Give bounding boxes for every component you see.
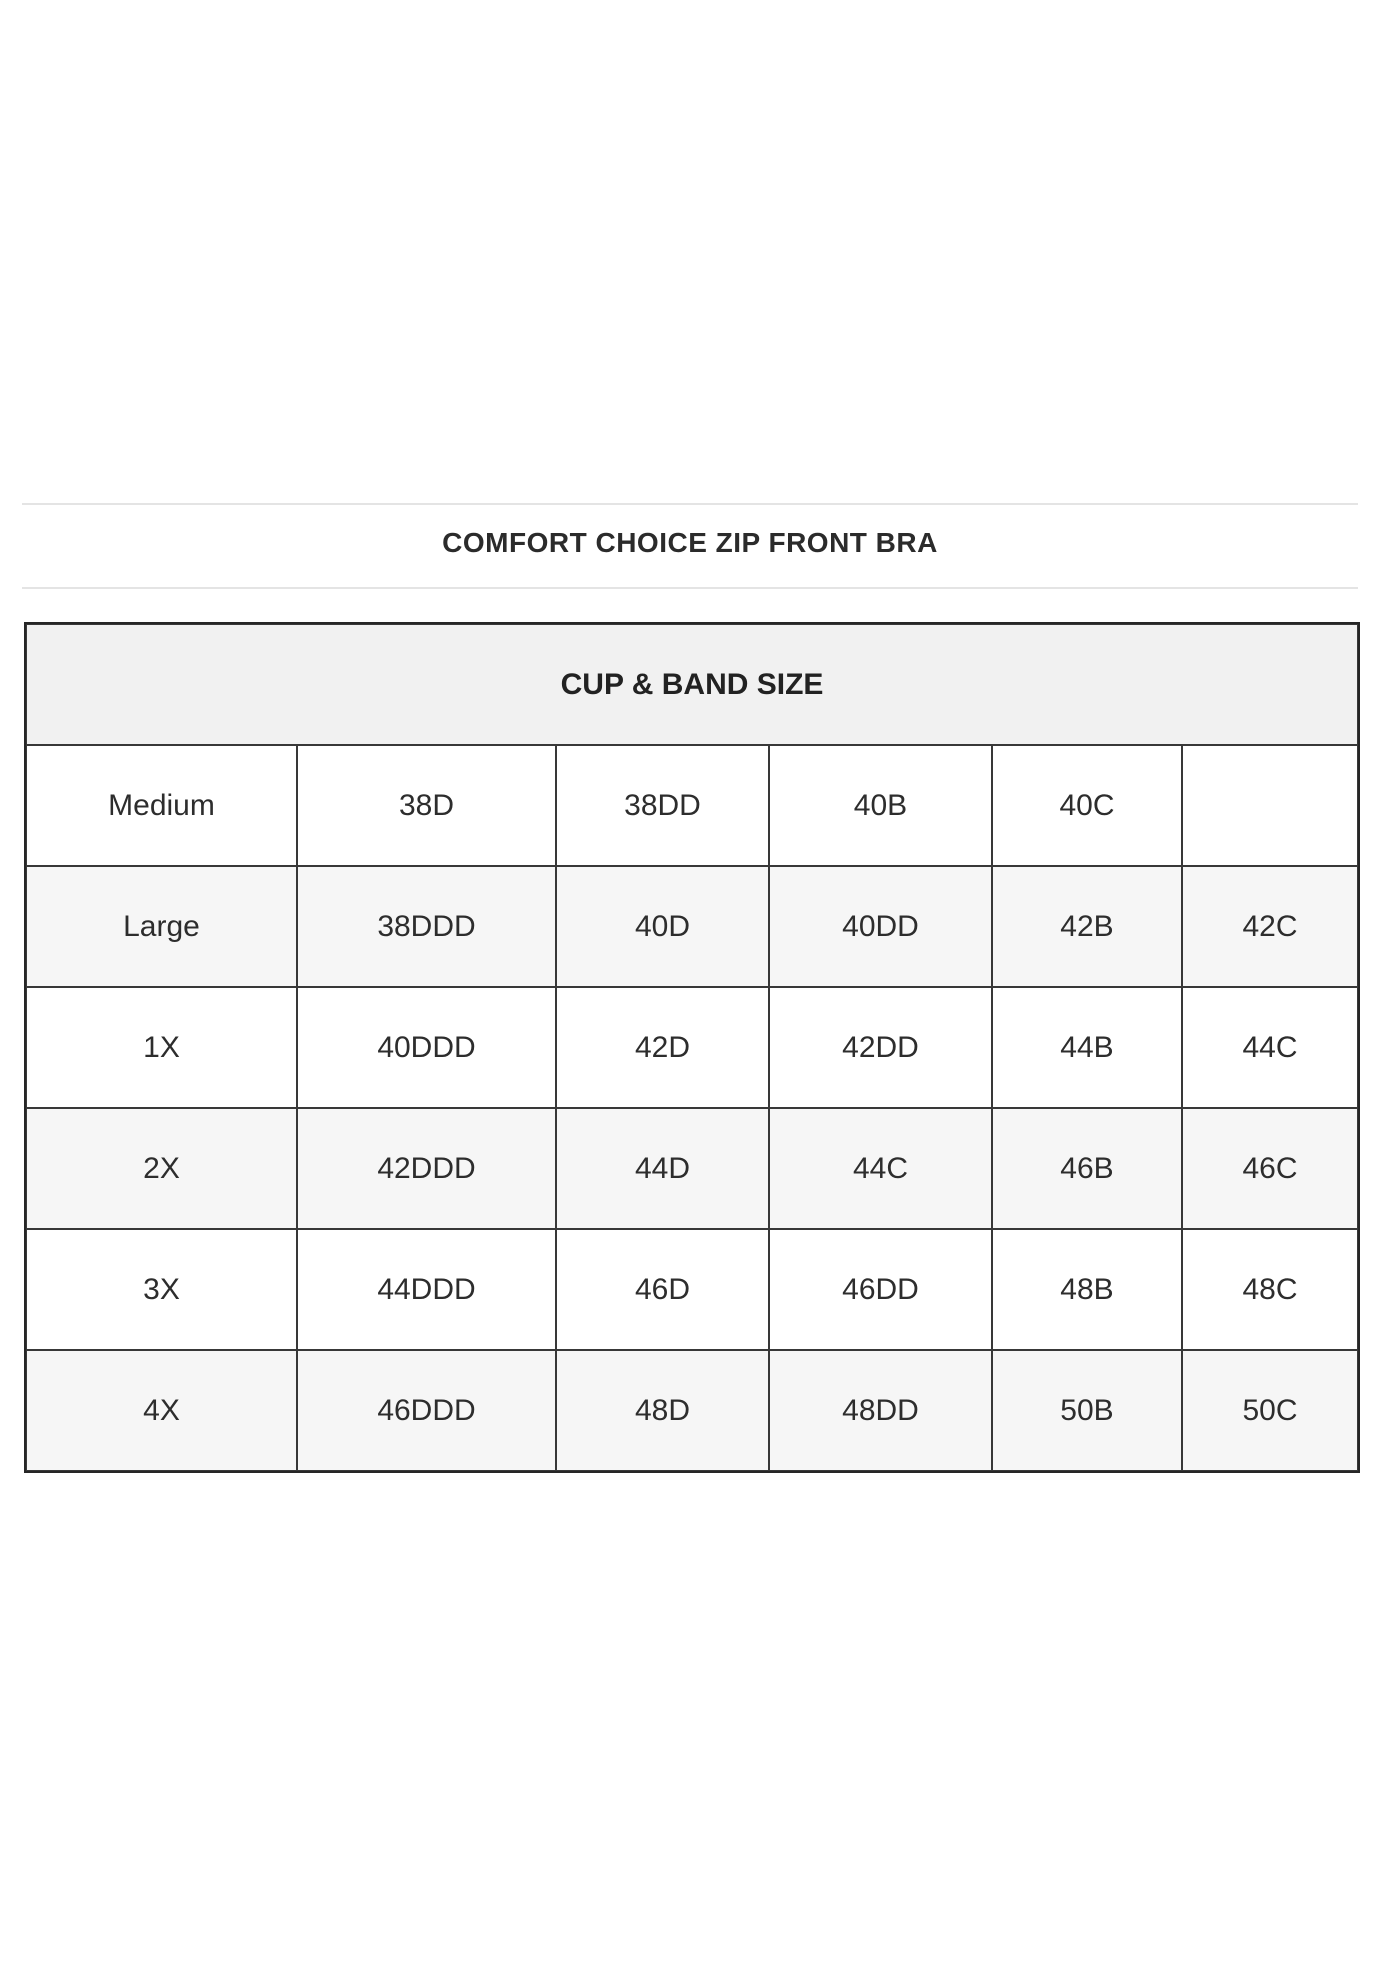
size-cell: 44B	[992, 987, 1182, 1108]
table-title: CUP & BAND SIZE	[26, 624, 1358, 745]
row-label-cell: Medium	[26, 745, 297, 866]
size-cell: 44C	[769, 1108, 992, 1229]
table-header-row	[26, 624, 1358, 745]
size-cell: 38D	[297, 745, 556, 866]
size-cell: 40DDD	[297, 987, 556, 1108]
size-chart-table	[24, 622, 1360, 1473]
size-cell: 46C	[1182, 1108, 1358, 1229]
size-cell: 38DD	[556, 745, 769, 866]
size-cell: 50C	[1182, 1350, 1358, 1471]
row-label-cell: 1X	[26, 987, 297, 1108]
size-cell: 40D	[556, 866, 769, 987]
size-cell: 46DDD	[297, 1350, 556, 1471]
size-cell: 46B	[992, 1108, 1182, 1229]
divider-top	[22, 503, 1358, 505]
table-row	[26, 987, 1358, 1108]
size-cell: 44DDD	[297, 1229, 556, 1350]
size-cell: 40C	[992, 745, 1182, 866]
size-cell: 48C	[1182, 1229, 1358, 1350]
size-cell: 48B	[992, 1229, 1182, 1350]
row-label-cell: 4X	[26, 1350, 297, 1471]
size-cell: 38DDD	[297, 866, 556, 987]
size-cell: 42B	[992, 866, 1182, 987]
table-row	[26, 745, 1358, 866]
size-cell: 42DDD	[297, 1108, 556, 1229]
size-cell	[1182, 745, 1358, 866]
table-row	[26, 866, 1358, 987]
size-cell: 48DD	[769, 1350, 992, 1471]
size-cell: 42D	[556, 987, 769, 1108]
size-cell: 48D	[556, 1350, 769, 1471]
size-cell: 44C	[1182, 987, 1358, 1108]
size-cell: 46D	[556, 1229, 769, 1350]
table-row	[26, 1350, 1358, 1471]
row-label-cell: 2X	[26, 1108, 297, 1229]
divider-bottom	[22, 587, 1358, 589]
row-label-cell: Large	[26, 866, 297, 987]
size-cell: 46DD	[769, 1229, 992, 1350]
size-cell: 40DD	[769, 866, 992, 987]
size-cell: 42DD	[769, 987, 992, 1108]
size-cell: 40B	[769, 745, 992, 866]
size-cell: 44D	[556, 1108, 769, 1229]
size-cell: 50B	[992, 1350, 1182, 1471]
row-label-cell: 3X	[26, 1229, 297, 1350]
product-title: COMFORT CHOICE ZIP FRONT BRA	[442, 527, 938, 558]
size-cell: 42C	[1182, 866, 1358, 987]
table-row	[26, 1108, 1358, 1229]
table-row	[26, 1229, 1358, 1350]
